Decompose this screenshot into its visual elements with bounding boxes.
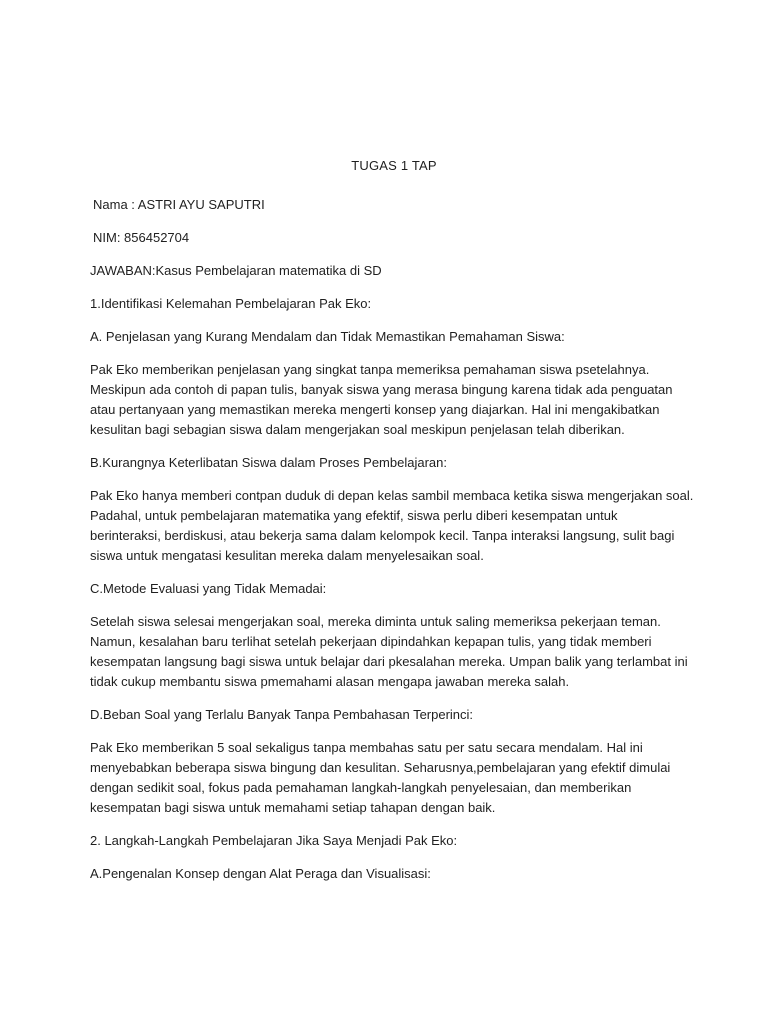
- paragraph-line: tidak cukup membantu siswa pmemahami alasan mengapa jawaban mereka salah.: [90, 674, 570, 689]
- paragraph-line: Setelah siswa selesai mengerjakan soal, mereka diminta untuk saling memeriksa pekerjaan teman.: [90, 614, 661, 629]
- section-2a-heading: A.Pengenalan Konsep dengan Alat Peraga dan Visualisasi:: [90, 866, 431, 881]
- section-b-heading: B.Kurangnya Keterlibatan Siswa dalam Proses Pembelajaran:: [90, 455, 447, 470]
- paragraph-line: Pak Eko memberikan 5 soal sekaligus tanpa membahas satu per satu secara mendalam. Hal ini: [90, 740, 643, 755]
- paragraph-line: kesempatan langsung bagi siswa untuk belajar dari pkesalahan mereka. Umpan balik yang terlambat ini: [90, 654, 688, 669]
- paragraph-line: menyebabkan beberapa siswa bingung dan kesulitan. Seharusnya,pembelajaran yang efektif dimulai: [90, 760, 671, 775]
- section-b-paragraph: [90, 486, 694, 566]
- section-c-heading: C.Metode Evaluasi yang Tidak Memadai:: [90, 581, 327, 596]
- student-nim: NIM: 856452704: [93, 230, 190, 245]
- paragraph-line: Meskipun ada contoh di papan tulis, banyak siswa yang merasa bingung karena tidak ada penguatan: [90, 382, 673, 397]
- paragraph-line: Pak Eko memberikan penjelasan yang singkat tanpa memeriksa pemahaman siswa psetelahnya.: [90, 362, 650, 377]
- section-c-paragraph: [90, 612, 688, 692]
- section-a-paragraph: [90, 360, 688, 440]
- paragraph-line: berinteraksi, berdiskusi, atau bekerja sama dalam kelompok kecil. Tanpa interaksi langsung, sulit bagi: [90, 528, 675, 543]
- paragraph-line: kesulitan bagi sebagian siswa dalam mengerjakan soal meskipun penjelasan telah diberikan.: [90, 422, 625, 437]
- section-2-heading: 2. Langkah-Langkah Pembelajaran Jika Saya Menjadi Pak Eko:: [90, 833, 458, 848]
- paragraph-line: Pak Eko hanya memberi contpan duduk di depan kelas sambil membaca ketika siswa mengerjakan soal.: [90, 488, 694, 503]
- section-d-heading: D.Beban Soal yang Terlalu Banyak Tanpa Pembahasan Terperinci:: [90, 707, 474, 722]
- student-name: Nama : ASTRI AYU SAPUTRI: [93, 197, 265, 212]
- paragraph-line: siswa untuk mengatasi kesulitan mereka dalam menyelesaikan soal.: [90, 548, 484, 563]
- section-d-paragraph: [90, 738, 688, 818]
- paragraph-line: kesempatan bagi siswa untuk memahami setiap tahapan dengan baik.: [90, 800, 496, 815]
- answer-heading: JAWABAN:Kasus Pembelajaran matematika di SD: [90, 263, 382, 278]
- paragraph-line: atau pertanyaan yang memastikan mereka mengerti konsep yang diajarkan. Hal ini mengakibatkan: [90, 402, 660, 417]
- paragraph-line: dengan sedikit soal, fokus pada pemahaman langkah-langkah penyelesaian, dan memberikan: [90, 780, 632, 795]
- section-a-heading: A. Penjelasan yang Kurang Mendalam dan Tidak Memastikan Pemahaman Siswa:: [90, 329, 565, 344]
- paragraph-line: Namun, kesalahan baru terlihat setelah pekerjaan dipindahkan kepapan tulis, yang tidak memberi: [90, 634, 652, 649]
- paragraph-line: Padahal, untuk pembelajaran matematika yang efektif, siswa perlu diberi kesempatan untuk: [90, 508, 618, 523]
- document-title: TUGAS 1 TAP: [351, 158, 437, 173]
- section-1-heading: 1.Identifikasi Kelemahan Pembelajaran Pak Eko:: [90, 296, 372, 311]
